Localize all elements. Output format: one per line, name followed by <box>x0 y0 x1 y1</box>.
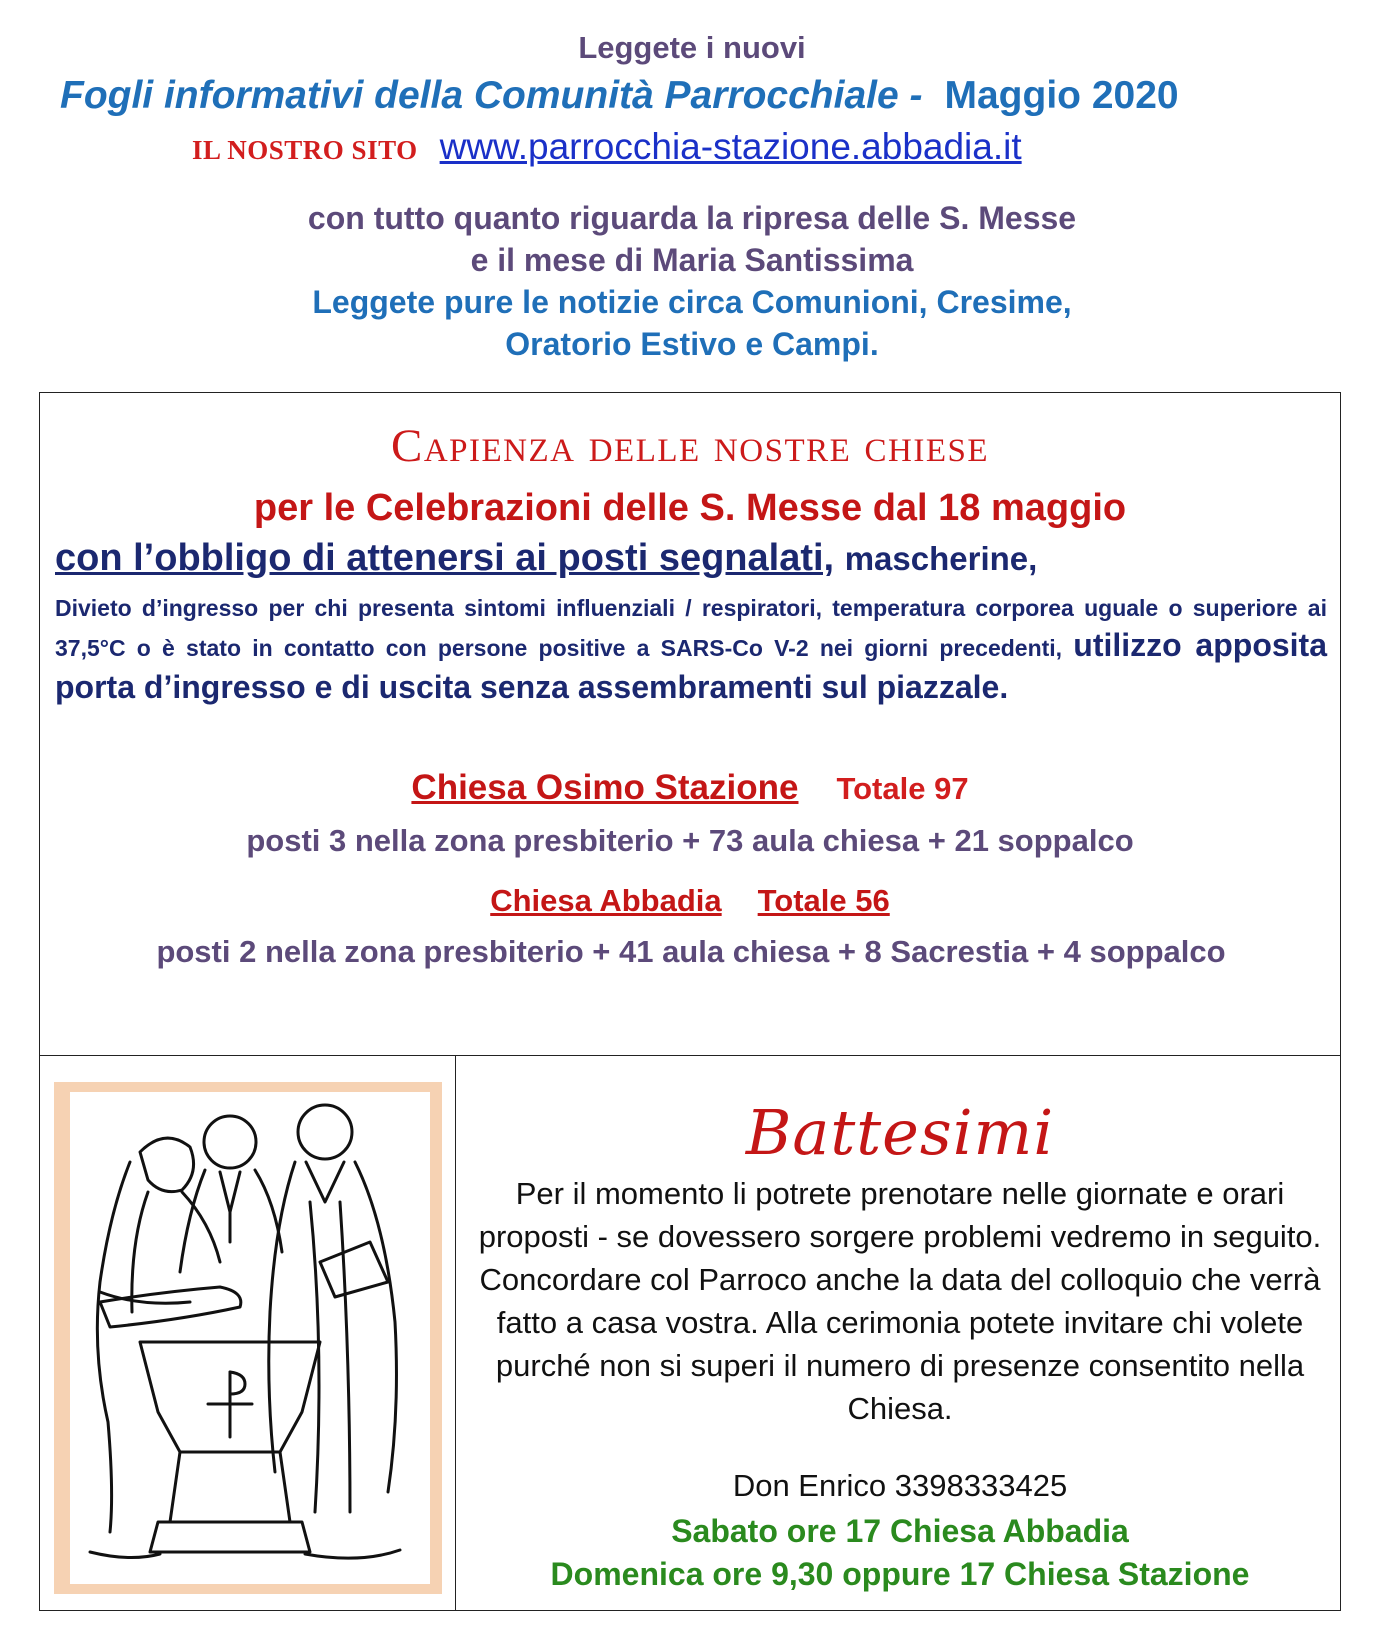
capienza-title: Capienza delle nostre chiese <box>390 420 990 472</box>
rules-big-text: utilizzo apposita porta d’ingresso e di uscita senza assembramenti sul piazzale. <box>55 627 1328 705</box>
intro-text <box>0 197 1384 365</box>
battesimi-body: Per il momento li potrete prenotare nelle giornate e orari proposti - se dovessero sorgere problemi vedremo in seguito. Concordare col Parroco anche la data del colloquio che verrà fatto a casa vostra. Alla cerimonia potete invitare chi volete purché non si superi il numero di presenze consentito nella Chiesa. <box>478 1176 1322 1426</box>
newsletter-title <box>60 74 1179 118</box>
church-abbadia-posti: posti 2 nella zona presbiterio + 41 aula chiesa + 8 Sacrestia + 4 soppalco <box>156 934 1226 969</box>
site-url-link[interactable]: www.parrocchia-stazione.abbadia.it <box>439 126 1022 167</box>
church-osimo-heading <box>40 768 1340 808</box>
church-abbadia-heading <box>40 883 1340 919</box>
capienza-box <box>39 392 1341 1056</box>
church-abbadia-name: Chiesa Abbadia <box>490 883 722 918</box>
baptism-illustration-icon <box>70 1092 430 1584</box>
site-label: IL NOSTRO SITO <box>192 135 418 165</box>
newsletter-title-text: Fogli informativi della Comunità Parrocchiale - <box>60 74 923 117</box>
site-line <box>192 126 1022 168</box>
capienza-obbligo <box>55 537 1327 580</box>
intro-line: Oratorio Estivo e Campi. <box>505 326 879 362</box>
capienza-subtitle: per le Celebrazioni delle S. Messe dal 18 maggio <box>253 487 1127 529</box>
schedule-sunday: Domenica ore 9,30 oppure 17 Chiesa Stazione <box>550 1556 1250 1592</box>
rules-small-text: Divieto d’ingresso per chi presenta sintomi influenziali / respiratori, temperatura corporea uguale o superiore ai 37,5°C o è stato in contatto con persone positive a SARS-Co V-2 nei giorni precedenti, <box>55 595 1327 661</box>
church-osimo-name: Chiesa Osimo Stazione <box>411 768 799 807</box>
header-intro-line: Leggete i nuovi <box>578 30 806 65</box>
obbligo-underlined: con l’obbligo di attenersi ai posti segnalati, <box>55 537 835 579</box>
battesimi-schedule <box>458 1510 1342 1596</box>
intro-line: con tutto quanto riguarda la ripresa delle S. Messe <box>307 200 1077 236</box>
capienza-rules <box>55 593 1327 708</box>
image-frame <box>54 1082 442 1594</box>
intro-line: Leggete pure le notizie circa Comunioni, Cresime, <box>312 284 1072 320</box>
newsletter-date: Maggio 2020 <box>944 74 1179 117</box>
battesimi-contact: Don Enrico 3398333425 <box>732 1468 1068 1503</box>
church-osimo-posti: posti 3 nella zona presbiterio + 73 aula chiesa + 21 soppalco <box>246 823 1134 858</box>
image-cell <box>40 1056 456 1610</box>
battesimi-box <box>39 1056 1341 1611</box>
church-abbadia-total: Totale 56 <box>757 883 890 918</box>
schedule-saturday: Sabato ore 17 Chiesa Abbadia <box>671 1513 1129 1549</box>
church-osimo-total: Totale 97 <box>836 771 969 806</box>
battesimi-title: Battesimi <box>745 1096 1055 1169</box>
battesimi-text-cell <box>458 1056 1342 1610</box>
obbligo-rest: mascherine, <box>844 540 1038 577</box>
intro-line: e il mese di Maria Santissima <box>470 242 914 278</box>
